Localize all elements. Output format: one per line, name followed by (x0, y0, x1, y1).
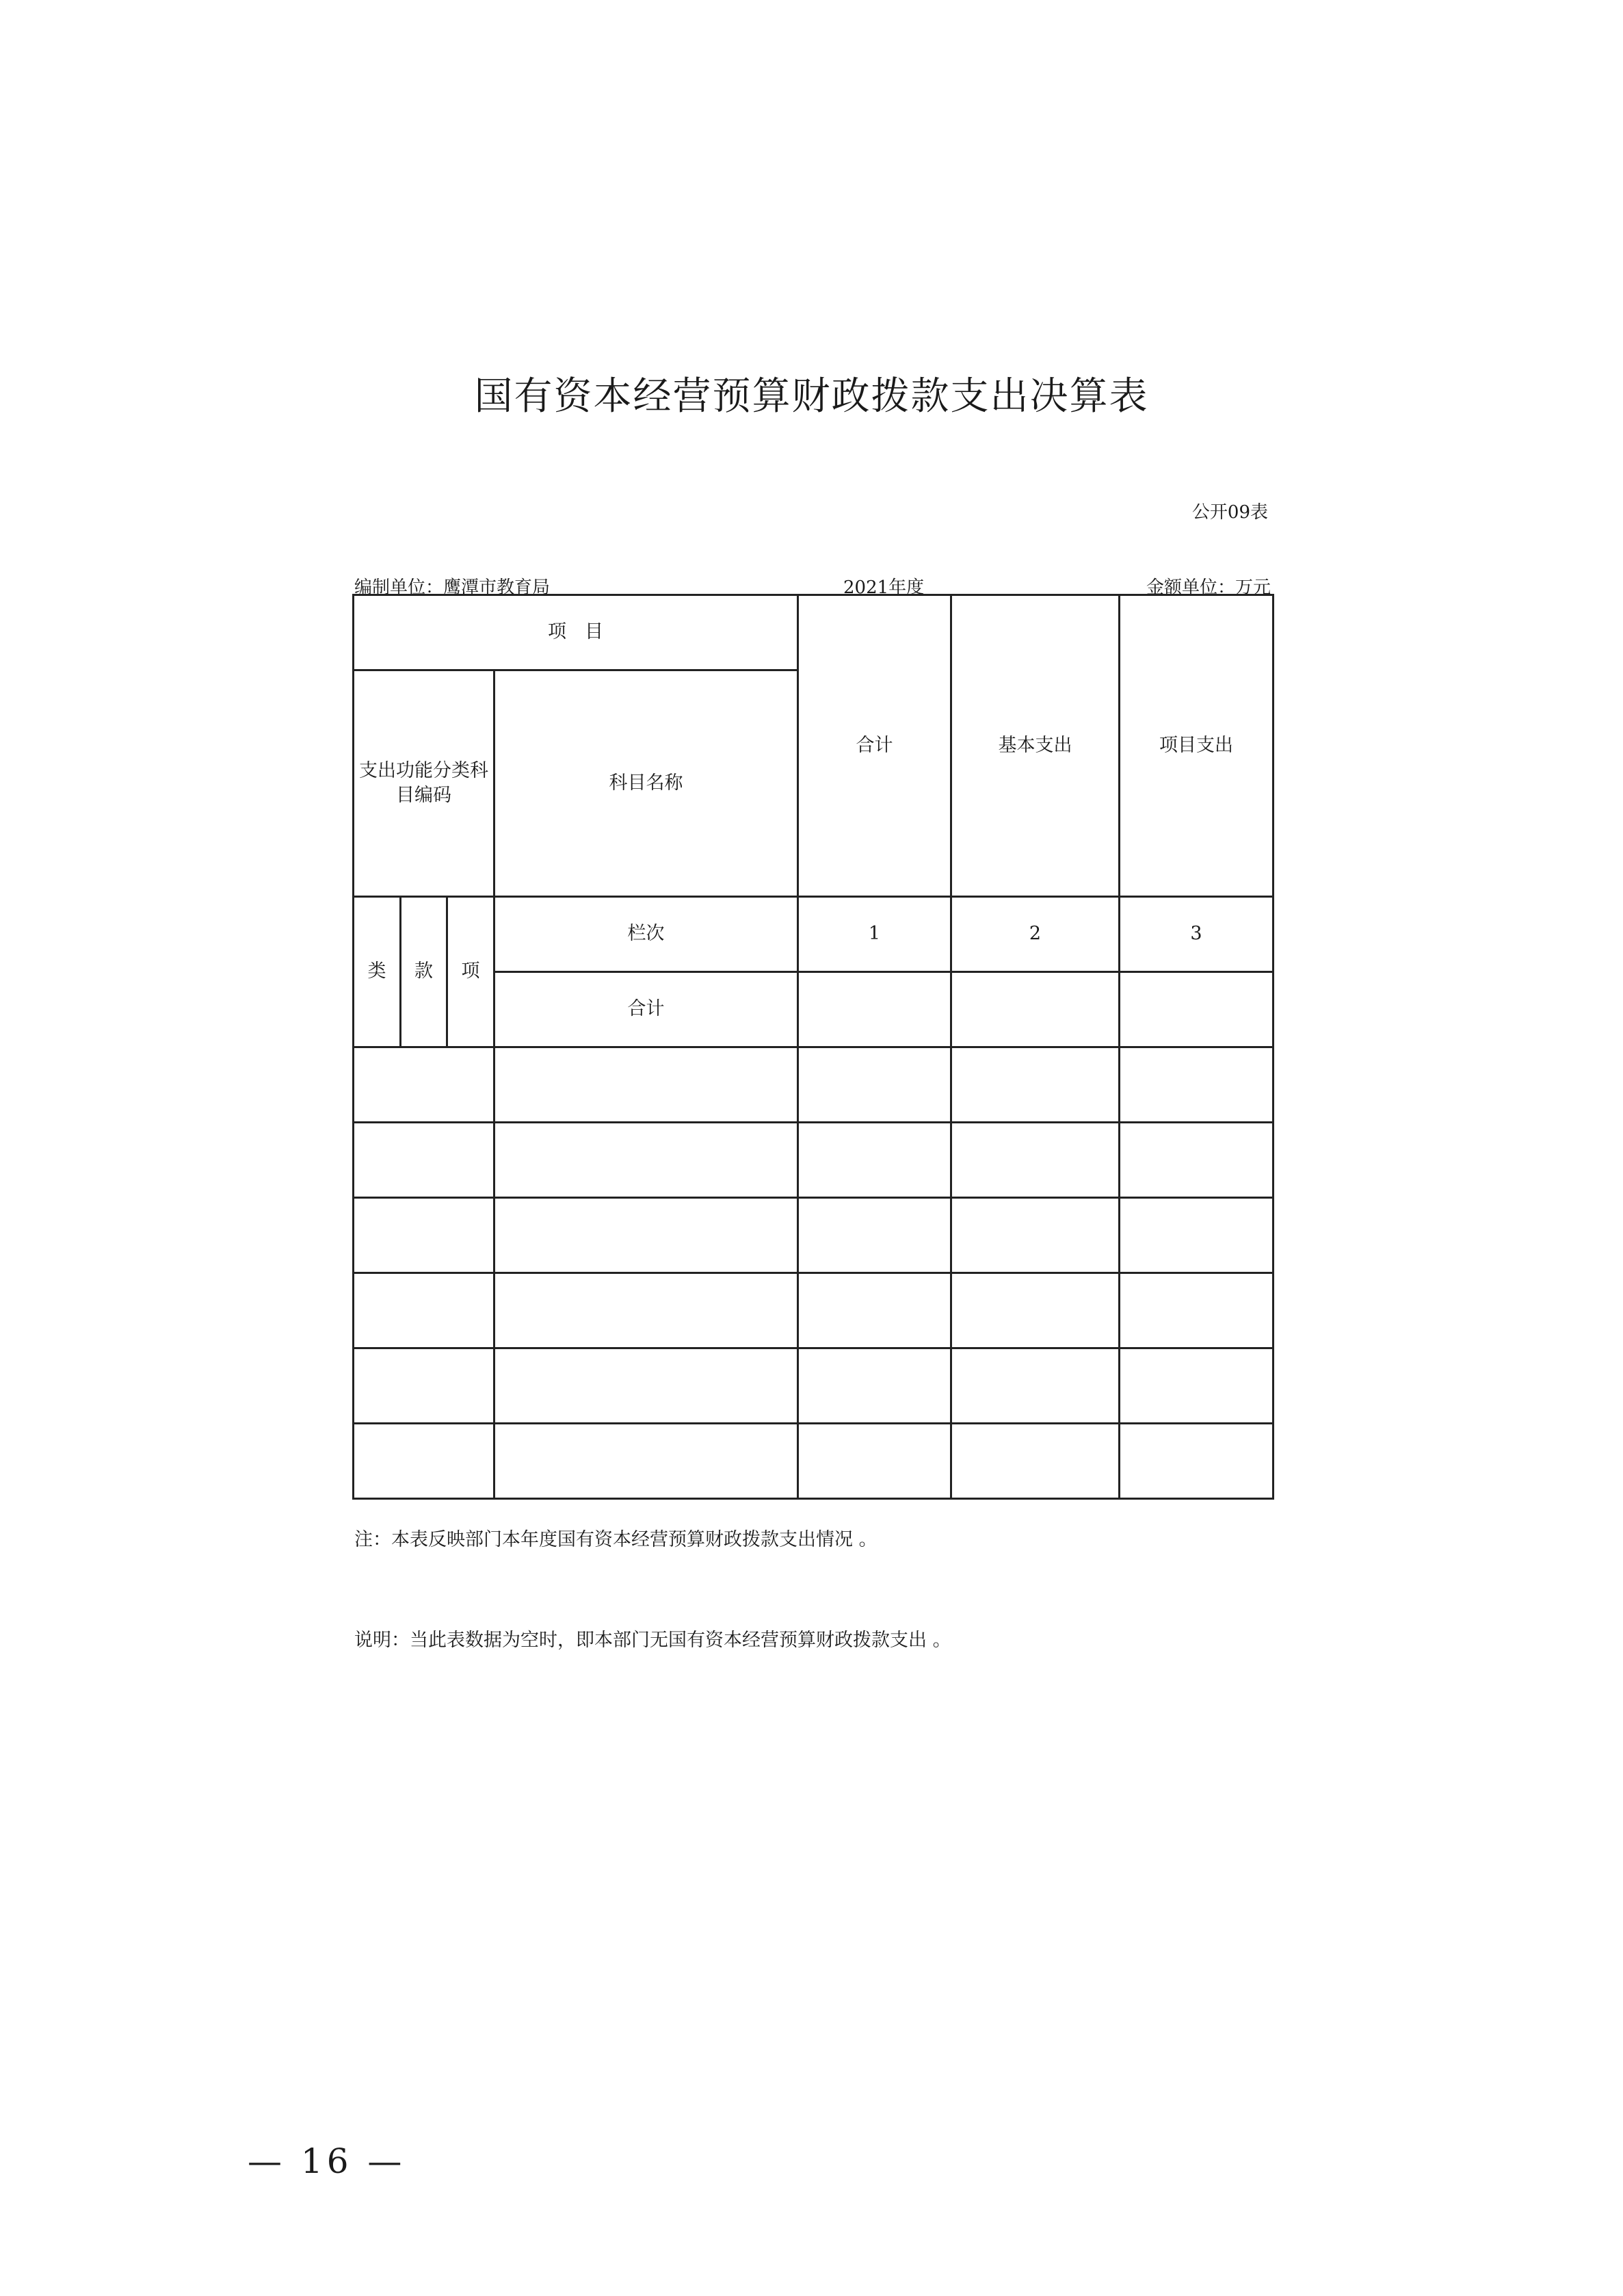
table-cell (951, 1198, 1120, 1273)
table-cell (798, 1047, 951, 1123)
table-cell (354, 1123, 494, 1198)
table-cell (798, 1123, 951, 1198)
table-cell (494, 1123, 798, 1198)
sum-label: 合计 (494, 972, 798, 1047)
header-kuan: 款 (401, 897, 447, 1047)
seq-1: 1 (798, 897, 951, 972)
header-function-code: 支出功能分类科目编码 (354, 670, 494, 897)
header-subject-name: 科目名称 (494, 670, 798, 897)
seq-label: 栏次 (494, 897, 798, 972)
table-row (354, 1348, 1274, 1424)
amount-unit: 金额单位：万元 (1146, 577, 1271, 598)
header-xiang: 项 (447, 897, 494, 1047)
table-cell (951, 1424, 1120, 1499)
table-explanation: 说明：当此表数据为空时，即本部门无国有资本经营预算财政拨款支出 。 (354, 1630, 951, 1651)
page-number: — 16 — (248, 2141, 406, 2181)
sum-basic-cell (951, 972, 1120, 1047)
table-cell (951, 1047, 1120, 1123)
table-cell (1120, 1273, 1274, 1348)
table-cell (354, 1424, 494, 1499)
table-cell (951, 1273, 1120, 1348)
header-basic-expense: 基本支出 (951, 595, 1120, 897)
seq-2: 2 (951, 897, 1120, 972)
table-cell (354, 1198, 494, 1273)
sum-project-cell (1120, 972, 1274, 1047)
table-cell (951, 1123, 1120, 1198)
table-cell (354, 1348, 494, 1424)
table-row (354, 1273, 1274, 1348)
page-title: 国有资本经营预算财政拨款支出决算表 (474, 374, 1149, 419)
seq-3: 3 (1120, 897, 1274, 972)
table-cell (951, 1348, 1120, 1424)
table-cell (494, 1348, 798, 1424)
table-cell (354, 1047, 494, 1123)
header-total: 合计 (798, 595, 951, 897)
table-cell (1120, 1047, 1274, 1123)
table-cell (354, 1273, 494, 1348)
header-lei: 类 (354, 897, 401, 1047)
budget-table (352, 594, 1274, 1500)
table-cell (494, 1273, 798, 1348)
table-row (354, 1424, 1274, 1499)
header-item-cell: 项 目 (354, 595, 798, 670)
fiscal-year: 2021年度 (843, 577, 925, 598)
table-cell (798, 1424, 951, 1499)
table-cell (798, 1348, 951, 1424)
table-cell (798, 1198, 951, 1273)
table-cell (1120, 1198, 1274, 1273)
table-cell (1120, 1348, 1274, 1424)
table-cell (494, 1047, 798, 1123)
table-cell (494, 1198, 798, 1273)
table-row (354, 1198, 1274, 1273)
sum-total-cell (798, 972, 951, 1047)
table-note: 注：本表反映部门本年度国有资本经营预算财政拨款支出情况 。 (354, 1529, 878, 1550)
table-cell (494, 1424, 798, 1499)
table-row (354, 1123, 1274, 1198)
table-cell (798, 1273, 951, 1348)
compiling-unit: 编制单位：鹰潭市教育局 (354, 577, 551, 598)
table-cell (1120, 1123, 1274, 1198)
table-seq-row (354, 897, 1274, 972)
table-row (354, 1047, 1274, 1123)
table-cell (1120, 1424, 1274, 1499)
table-header-row (354, 595, 1274, 670)
form-number: 公开09表 (1191, 502, 1268, 523)
header-project-expense: 项目支出 (1120, 595, 1274, 897)
